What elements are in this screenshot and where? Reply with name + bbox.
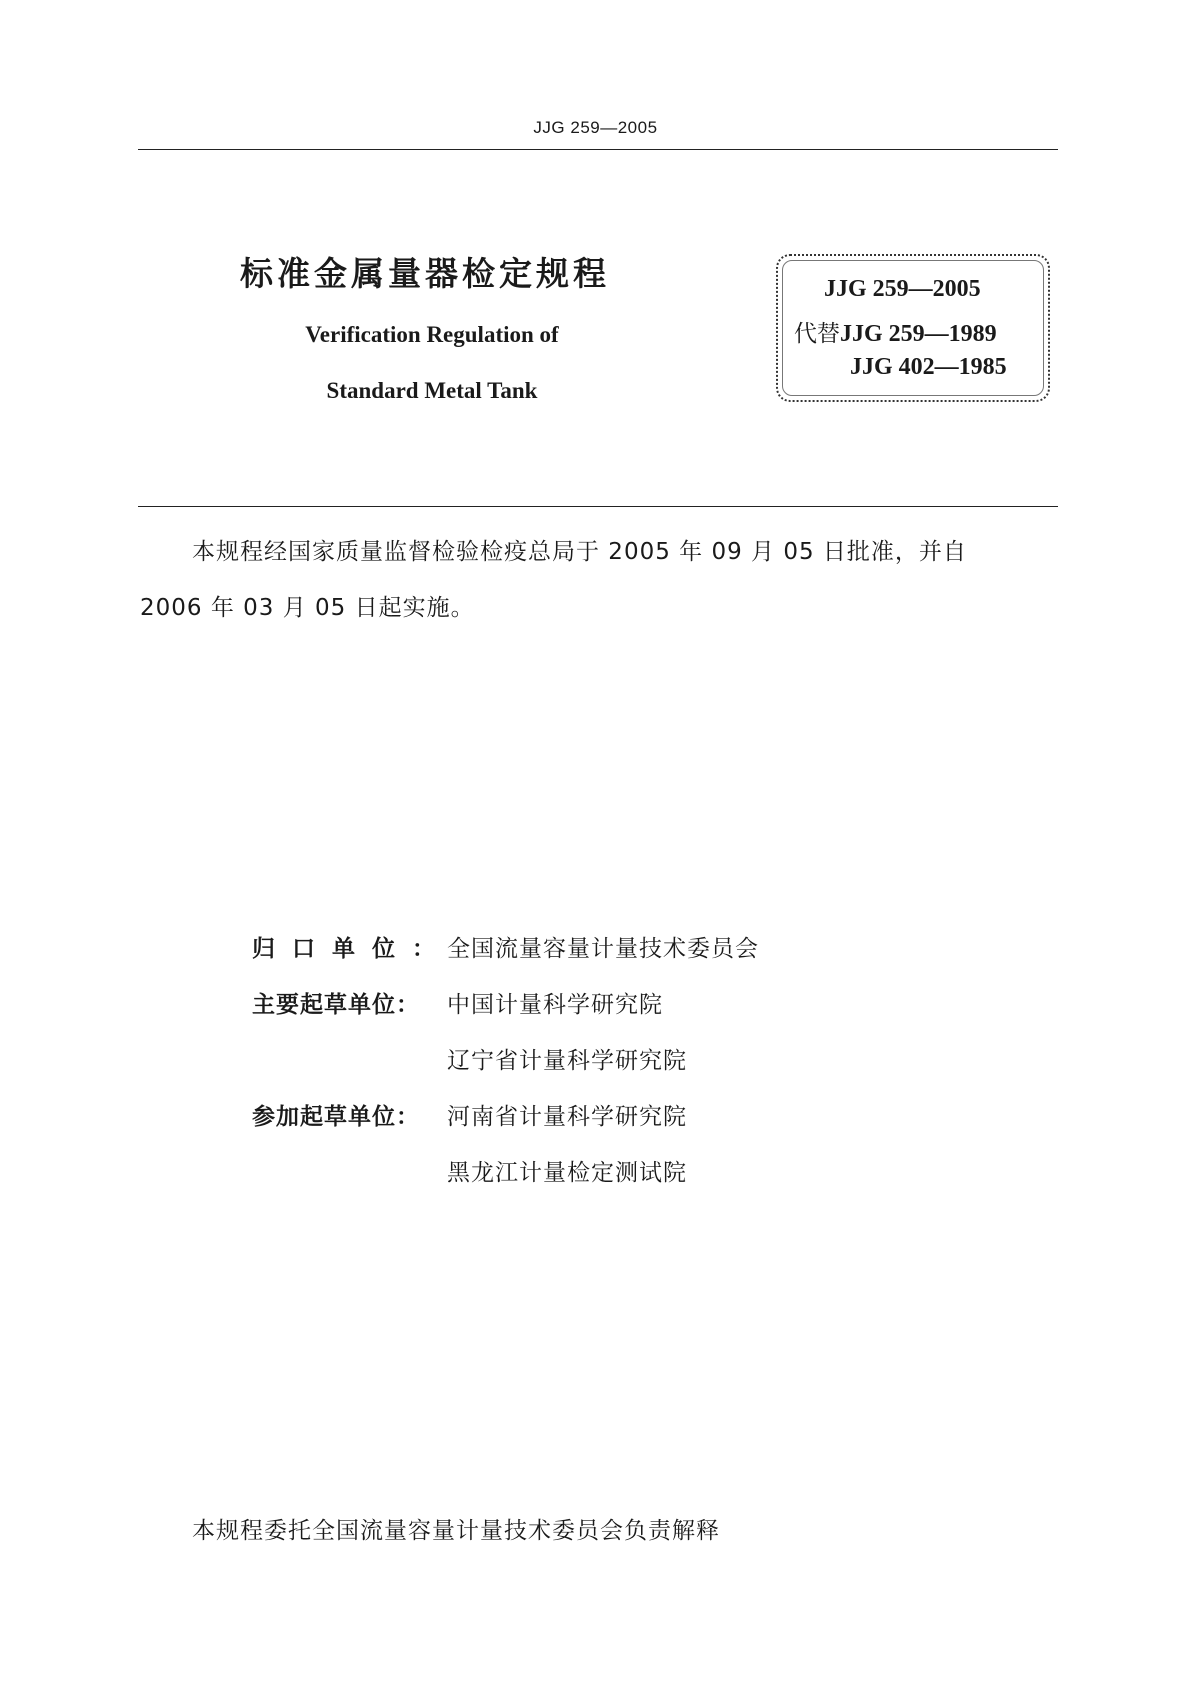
- standard-code-box: [776, 254, 1050, 402]
- replaced-standard-2: JJG 402—1985: [850, 354, 1007, 380]
- interpretation-note: 本规程委托全国流量容量计量技术委员会负责解释: [192, 1518, 720, 1544]
- unit-label-participating-drafter: 参加起草单位：: [252, 1104, 419, 1130]
- approval-line-2: 2006 年 03 月 05 日起实施。: [140, 595, 475, 621]
- replaced-standard-1: JJG 259—1989: [840, 321, 997, 347]
- approval-line-1: 本规程经国家质量监督检验检疫总局于 2005 年 09 月 05 日批准，并自: [192, 539, 967, 565]
- unit-value-responsible: 全国流量容量计量技术委员会: [447, 936, 759, 962]
- title-english-line2: Standard Metal Tank: [326, 378, 538, 403]
- unit-value-main-drafter-2: 辽宁省计量科学研究院: [447, 1048, 687, 1074]
- replaces-label: 代替: [794, 321, 840, 347]
- section-rule: [138, 506, 1058, 507]
- title-english-line1: Verification Regulation of: [305, 322, 559, 347]
- title-chinese: 标准金属量器检定规程: [240, 254, 610, 293]
- replaces-line-1: [794, 315, 997, 348]
- unit-value-main-drafter-1: 中国计量科学研究院: [447, 992, 663, 1018]
- unit-label-responsible: 归口单位：: [252, 936, 435, 962]
- unit-row-main-drafter-2: [252, 1042, 687, 1075]
- header-standard-code: JJG 259—2005: [533, 118, 658, 137]
- unit-row-participating-drafter-1: [252, 1098, 687, 1131]
- unit-label-main-drafter: 主要起草单位：: [252, 992, 419, 1018]
- unit-row-main-drafter-1: [252, 986, 663, 1019]
- header-rule: [138, 149, 1058, 150]
- unit-row-participating-drafter-2: [252, 1154, 687, 1187]
- unit-value-participating-drafter-1: 河南省计量科学研究院: [447, 1104, 687, 1130]
- approval-paragraph: [140, 524, 1058, 636]
- standard-code: JJG 259—2005: [824, 276, 981, 302]
- unit-row-responsible: [252, 930, 759, 963]
- unit-value-participating-drafter-2: 黑龙江计量检定测试院: [447, 1160, 687, 1186]
